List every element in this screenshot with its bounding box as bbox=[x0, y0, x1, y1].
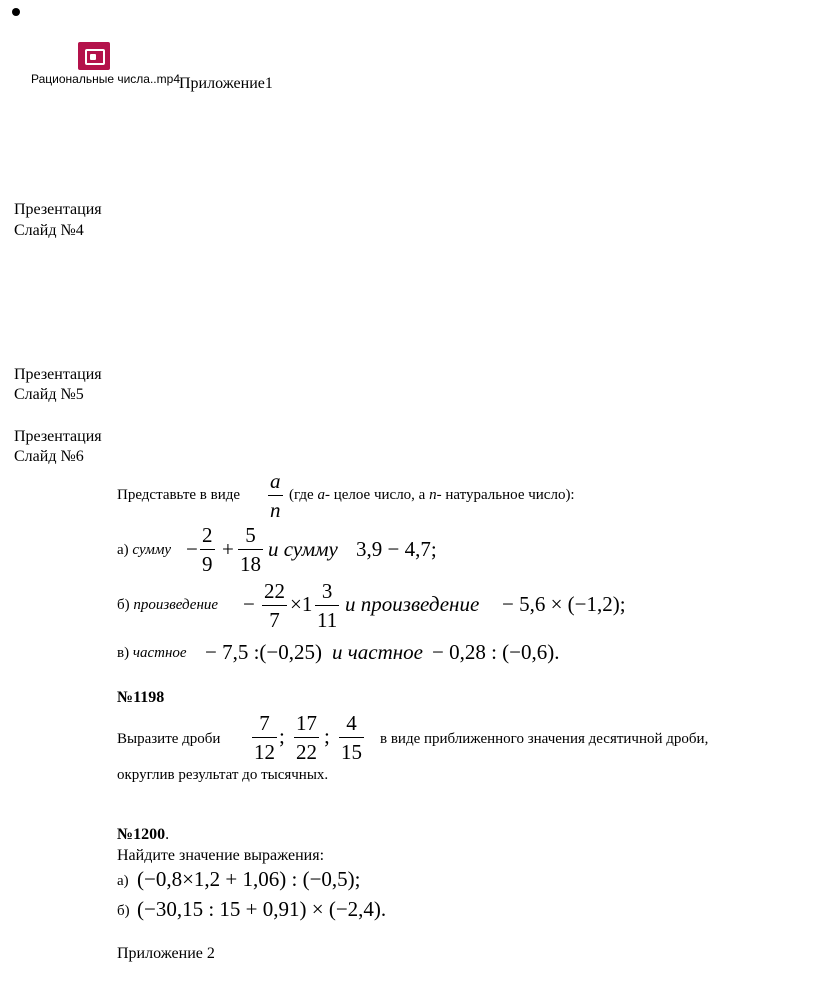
fraction-bar bbox=[268, 495, 283, 496]
task1198-fraction-1: 7 12 bbox=[254, 711, 275, 764]
appendix2-title: Приложение 2 bbox=[117, 945, 215, 962]
task1-intro-tail: (где a- целое число, а n- натуральное число): bbox=[289, 487, 575, 503]
row-a-label: а) сумму bbox=[117, 542, 172, 558]
row-b-connector: и произведение bbox=[345, 592, 480, 616]
task1200-b-label: б) bbox=[117, 903, 130, 919]
task1198-tail: в виде приближенного значения десятичной дроби, bbox=[380, 731, 709, 747]
video-file-link[interactable]: Рациональные числа..mp4 bbox=[31, 72, 180, 86]
row-b-label: б) произведение bbox=[117, 597, 219, 613]
row-b-minus: − bbox=[243, 592, 255, 616]
fraction-denominator: n bbox=[270, 498, 281, 522]
row-a-connector: и сумму bbox=[268, 537, 338, 561]
slide4-number: Слайд №4 bbox=[14, 222, 84, 239]
task1198-line2: округлив результат до тысячных. bbox=[117, 767, 329, 783]
appendix1-title: Приложение1 bbox=[179, 75, 273, 92]
task1200-lead: Найдите значение выражения: bbox=[117, 847, 325, 864]
task1-intro: Представьте в виде bbox=[117, 487, 241, 503]
task1198-separator-1: ; bbox=[279, 724, 285, 748]
row-b-fraction-2: 3 11 bbox=[317, 579, 338, 632]
row-c-connector: и частное bbox=[332, 640, 423, 664]
row-a-expression: 3,9 − 4,7; bbox=[356, 537, 437, 561]
task1200-b-expression: (−30,15 : 15 + 0,91) × (−2,4). bbox=[137, 897, 387, 921]
play-dot-icon bbox=[90, 54, 96, 60]
slide5-title: Презентация bbox=[14, 366, 102, 383]
row-b-expression: − 5,6 × (−1,2); bbox=[502, 592, 626, 616]
row-b-fraction-1: 22 7 bbox=[264, 579, 285, 632]
row-b-times: ×1 bbox=[290, 592, 313, 616]
row-c-expression-1: − 7,5 :(−0,25) bbox=[205, 640, 323, 664]
task1198-lead: Выразите дроби bbox=[117, 731, 221, 747]
task1198-separator-2: ; bbox=[324, 724, 330, 748]
row-a-fraction-1: 2 9 bbox=[202, 523, 213, 576]
video-file-icon[interactable] bbox=[78, 42, 110, 70]
task1198-fraction-3: 4 15 bbox=[341, 711, 362, 764]
slide5-number: Слайд №5 bbox=[14, 386, 84, 403]
slide6-number: Слайд №6 bbox=[14, 448, 84, 465]
task1198-fraction-2: 17 22 bbox=[296, 711, 317, 764]
task1198-number: №1198 bbox=[117, 689, 165, 706]
task1200-number: №1200. bbox=[117, 826, 170, 843]
bullet-dot bbox=[12, 8, 20, 16]
task1200-a-label: а) bbox=[117, 873, 129, 889]
row-c-expression-2: − 0,28 : (−0,6). bbox=[432, 640, 560, 664]
row-a-plus: + bbox=[222, 537, 234, 561]
fraction-a-over-n bbox=[268, 470, 283, 521]
task1200-a-expression: (−0,8×1,2 + 1,06) : (−0,5); bbox=[137, 867, 361, 891]
row-a-fraction-2: 5 18 bbox=[240, 523, 261, 576]
slide4-title: Презентация bbox=[14, 201, 102, 218]
row-a-minus: − bbox=[186, 537, 198, 561]
row-c-label: в) частное bbox=[117, 645, 187, 661]
slide6-title: Презентация bbox=[14, 428, 102, 445]
fraction-numerator: a bbox=[270, 469, 281, 493]
